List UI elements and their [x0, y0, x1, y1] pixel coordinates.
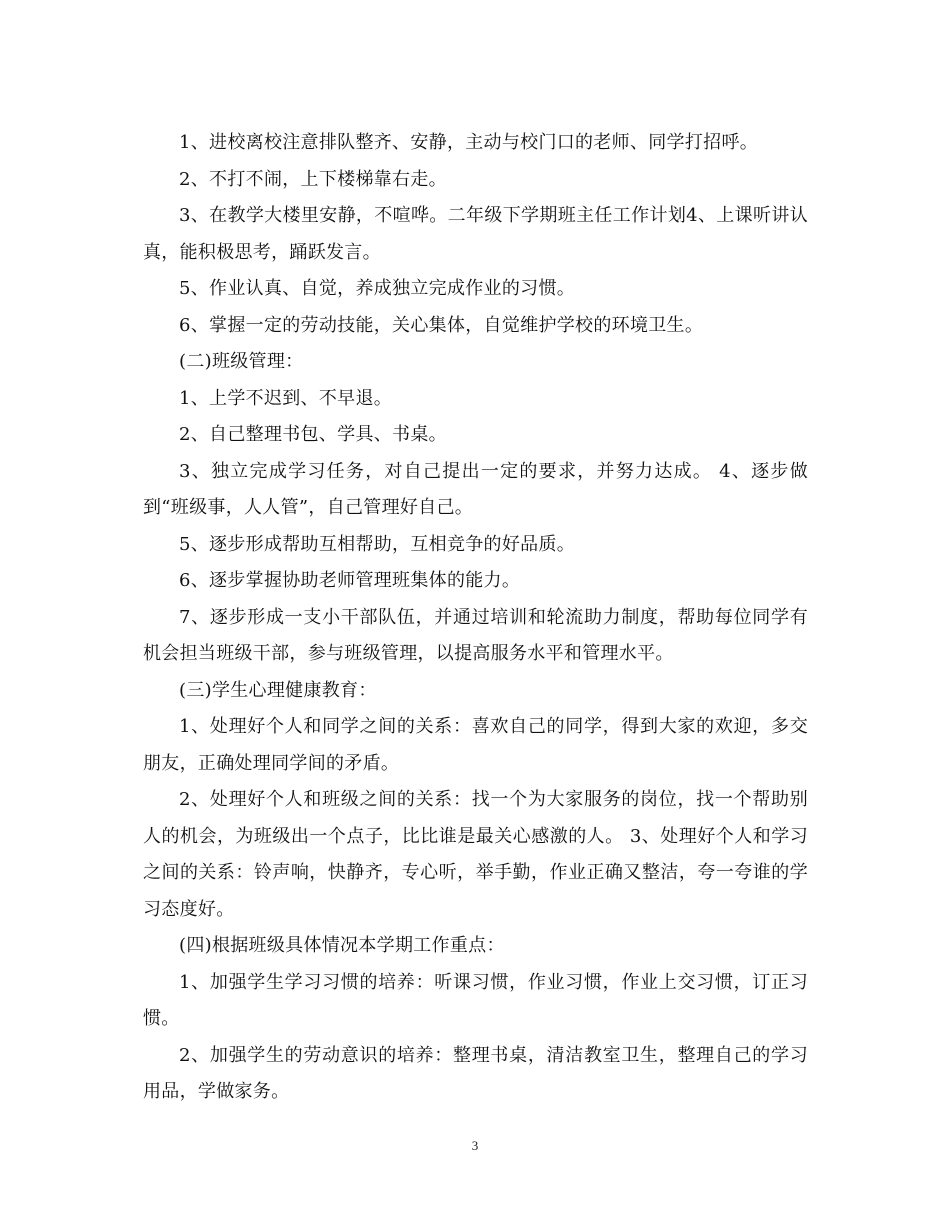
- section-heading: (四)根据班级具体情况本学期工作重点：: [179, 935, 505, 956]
- section-heading: (三)学生心理健康教育：: [179, 679, 377, 701]
- document-body: [143, 125, 808, 1111]
- paragraph: 2、自己整理书包、学具、书桌。: [179, 424, 447, 445]
- paragraph: 6、逐步掌握协助老师管理班集体的能力。: [179, 570, 521, 591]
- section-heading: (二)班级管理：: [179, 351, 304, 372]
- paragraph: 1、处理好个人和同学之间的关系：喜欢自己的同学，得到大家的欢迎，多交朋友，正确处理同学间的矛盾。: [143, 716, 808, 774]
- paragraph: 3、独立完成学习任务，对自己提出一定的要求，并努力达成。 4、逐步做到“班级事，人人管”，自己管理好自己。: [143, 460, 808, 518]
- paragraph: 1、上学不迟到、不早退。: [179, 387, 393, 409]
- paragraph: 1、加强学生学习习惯的培养：听课习惯，作业习惯，作业上交习惯，订正习惯。: [143, 971, 808, 1029]
- page-number: 3: [471, 1138, 479, 1153]
- paragraph: 6、掌握一定的劳动技能，关心集体，自觉维护学校的环境卫生。: [179, 314, 704, 336]
- paragraph: 5、逐步形成帮助互相帮助，互相竞争的好品质。: [179, 533, 576, 555]
- paragraph: 2、不打不闹，上下楼梯靠右走。: [179, 168, 447, 190]
- paragraph: 2、加强学生的劳动意识的培养：整理书桌，清洁教室卫生，整理自己的学习用品，学做家务。: [143, 1044, 808, 1102]
- paragraph: 3、在教学大楼里安静，不喧哗。二年级下学期班主任工作计划4、上课听讲认真，能积极思考，踊跃发言。: [143, 205, 808, 263]
- paragraph: 7、逐步形成一支小干部队伍，并通过培训和轮流助力制度，帮助每位同学有机会担当班级干部，参与班级管理，以提高服务水平和管理水平。: [143, 606, 808, 664]
- paragraph: 1、进校离校注意排队整齐、安静，主动与校门口的老师、同学打招呼。: [179, 132, 759, 153]
- paragraph: 5、作业认真、自觉，养成独立完成作业的习惯。: [179, 278, 576, 299]
- paragraph: 2、处理好个人和班级之间的关系：找一个为大家服务的岗位，找一个帮助别人的机会，为班级出一个点子，比比谁是最关心感激的人。 3、处理好个人和学习之间的关系：铃声响，快静齐，专心听，举手勤，作业正确又整洁，夸一夸谁的学习态度好。: [143, 789, 808, 920]
